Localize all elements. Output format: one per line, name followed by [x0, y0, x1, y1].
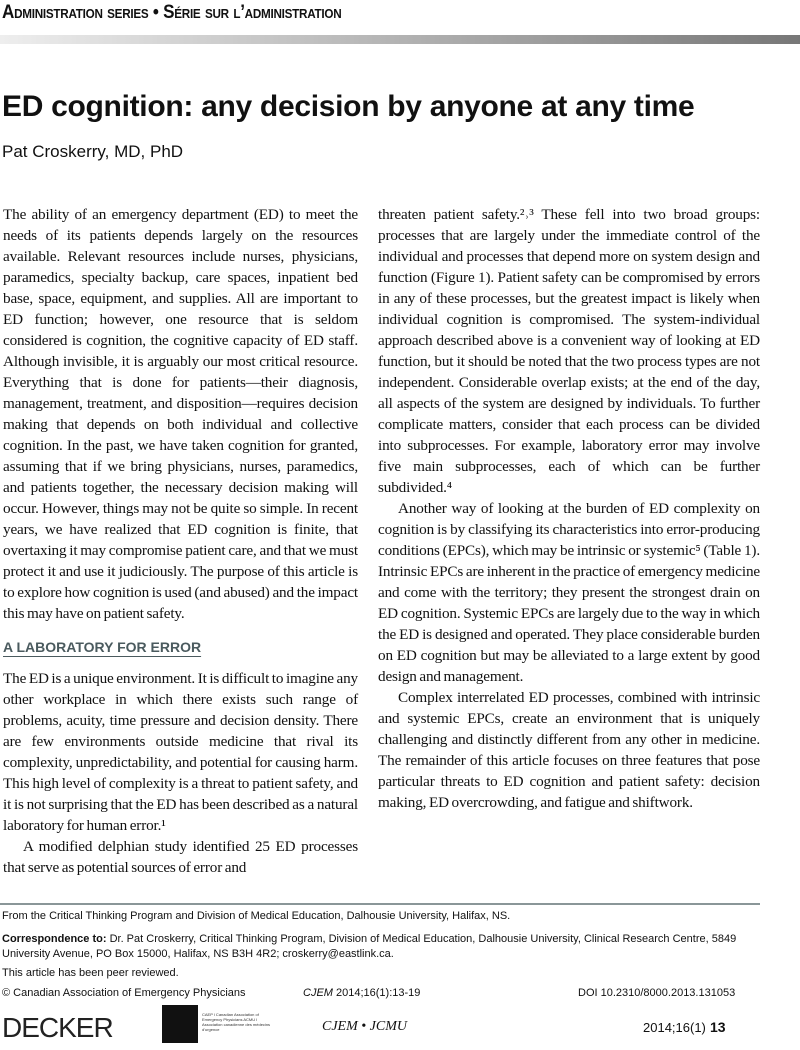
caep-logo-icon [162, 1005, 198, 1043]
copyright: © Canadian Association of Emergency Physicians [2, 987, 246, 999]
paragraph: A modified delphian study identified 25 ED processes that serve as potential sources of error and [3, 838, 358, 876]
caep-logo-text: CAEP l Canadian Association of Emergency Physicians ACMU l Association canadienne des médecins d'urgence [202, 1012, 271, 1032]
correspondence-label: Correspondence to: [2, 933, 107, 945]
decker-logo: DECKER [2, 1012, 113, 1043]
paragraph: The ability of an emergency department (ED) to meet the needs of its patients depends largely on the resources available. Relevant resources include nurses, physicians, paramedics, specialty backup, care spaces, inpatient bed base, space, equipment, and supplies. All are important to ED function; however, one resource that is seldom considered is cognition, the cognitive capacity of ED staff. Although invisible, it is arguably our most critical resource. Everything that is done for patients—their diagnosis, management, treatment, and disposition—requires decision making that depends on both individual and collective cognition. In the past, we have taken cognition for granted, assuming that if we bring physicians, nurses, paramedics, and patients together, the necessary decision making will occur. However, things may not be quite so simple. In recent years, we have realized that ED cognition is finite, that overtaxing it may compromise patient care, and that we must protect it and use it judiciously. The purpose of this article is to explore how cognition is used (and abused) and the impact this may have on patient safety. [3, 206, 358, 622]
paragraph: threaten patient safety.²˒³ These fell into two broad groups: processes that are largely under the immediate control of the individual and processes that depend more on system design and function (Figure 1). Patient safety can be compromised by errors in any of these processes, but the greatest impact is likely when individual cognition is compromised. The system-individual approach described above is a convenient way of looking at ED function, but it should be noted that the two process types are not independent. Considerable overlap exists; at the end of the day, all aspects of the system are designed by individuals. To further complicate matters, consider that each process can be divided into subprocesses. For example, laboratory error may involve five main subprocesses, each of which can be further subdivided.⁴ [378, 206, 760, 496]
citation-text: 2014;16(1):13-19 [332, 987, 421, 999]
affiliation: From the Critical Thinking Program and Division of Medical Education, Dalhousie University, Halifax, NS. [2, 910, 511, 922]
header-gradient-bar [0, 35, 800, 44]
author: Pat Croskerry, MD, PhD [2, 142, 184, 161]
journal-name: CJEM • JCMU [322, 1019, 407, 1034]
correspondence-text: Dr. Pat Croskerry, Critical Thinking Program, Division of Medical Education, Dalhousie University, Clinical Research Centre, 5849 University Avenue, PO Box 15000, Halifax, NS B3H 4R2; croskerry@eastlink.ca. [2, 933, 737, 960]
citation-journal: CJEM [303, 987, 333, 999]
paragraph: The ED is a unique environment. It is difficult to imagine any other workplace in which there exists such range of problems, acuity, time pressure and decision density. There are few environments outside medicine that rival its complexity, unpredictability, and potential for causing harm. This high level of complexity is a threat to patient safety, and it is not surprising that the ED has been described as a natural laboratory for human error.¹ [3, 670, 358, 834]
article-title: ED cognition: any decision by anyone at any time [2, 90, 695, 123]
series-header: Administration series • Série sur l’administration [2, 2, 342, 23]
section-heading: A LABORATORY FOR ERROR [3, 639, 202, 655]
citation [303, 986, 420, 1001]
paragraph: Another way of looking at the burden of ED complexity on cognition is by classifying its characteristics into error-producing conditions (EPCs), which may be intrinsic or systemic⁵ (Table 1). Intrinsic EPCs are inherent in the practice of emergency medicine and come with the territory; they present the strongest drain on ED cognition. Systemic EPCs are largely due to the way in which the ED is designed and operated. They place considerable burden on ED cognition but may be alleviated to a large extent by good design and management. [378, 500, 760, 685]
doi: DOI 10.2310/8000.2013.131053 [578, 987, 736, 999]
correspondence [2, 932, 762, 962]
paragraph: Complex interrelated ED processes, combined with intrinsic and systemic EPCs, create an environment that is uniquely challenging and distinctly different from any other in medicine. The remainder of this article focuses on three features that pose particular threats to ED cognition and patient safety: decision making, ED overcrowding, and fatigue and shiftwork. [378, 689, 760, 811]
footer-divider [0, 903, 760, 905]
page-number: 13 [710, 1019, 726, 1035]
left-column [3, 204, 358, 878]
peer-review-note: This article has been peer reviewed. [2, 967, 179, 979]
right-column [378, 204, 760, 813]
issue: 2014;16(1) [643, 1020, 706, 1035]
